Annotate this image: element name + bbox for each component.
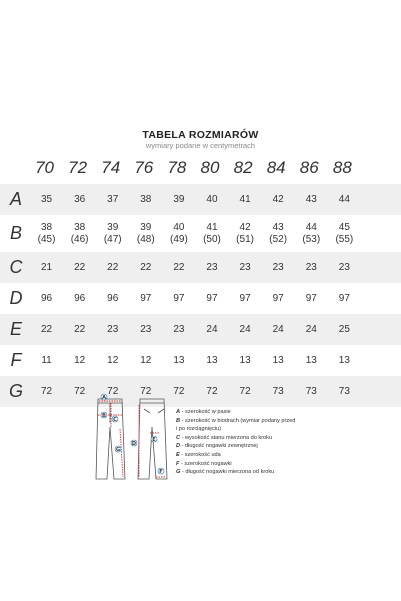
legend-key: D xyxy=(176,443,181,450)
measurement-legend xyxy=(176,408,326,477)
legend-item xyxy=(176,460,326,469)
legend-text: - szerokość uda xyxy=(179,451,221,458)
table-cell: 23 xyxy=(272,261,284,273)
row-label: F xyxy=(10,350,22,370)
table-cell xyxy=(63,222,96,246)
table-cell: 72 xyxy=(173,385,185,397)
table-cell: 96 xyxy=(74,292,86,304)
table-cell: 13 xyxy=(173,354,185,366)
table-cell xyxy=(30,222,63,246)
table-cell: 13 xyxy=(239,354,251,366)
table-cell xyxy=(229,222,262,246)
table-cell: 44 xyxy=(338,193,350,205)
row-label: B xyxy=(9,223,22,243)
cell-value: 43 xyxy=(272,221,284,233)
legend-text: - wysokość stanu mierzona do kroku xyxy=(180,434,273,441)
cell-value: 45 xyxy=(338,221,350,233)
legend-text: - szerokość w biodrach (wymiar podany przed xyxy=(180,417,296,424)
marker-label: B xyxy=(102,412,106,419)
legend-key: F xyxy=(176,460,180,467)
legend-key: G xyxy=(176,469,181,476)
marker-label: C xyxy=(113,416,117,423)
legend-item xyxy=(176,442,326,451)
marker-label: G xyxy=(115,446,121,453)
cell-value: 39 xyxy=(140,221,152,233)
table-cell: 22 xyxy=(140,261,152,273)
table-cell xyxy=(129,222,162,246)
table-cell: 97 xyxy=(206,292,218,304)
table-cell: 23 xyxy=(239,261,251,273)
table-cell: 22 xyxy=(173,261,185,273)
table-cell: 12 xyxy=(107,354,119,366)
table-cell: 23 xyxy=(107,323,119,335)
pocket-lines xyxy=(144,409,164,413)
table-cell: 39 xyxy=(173,193,185,205)
table-cell: 21 xyxy=(40,261,53,273)
table-cell: 12 xyxy=(74,354,86,366)
table-cell: 22 xyxy=(74,261,86,273)
legend-item xyxy=(176,425,326,434)
table-cell: 24 xyxy=(305,323,317,335)
size-header: 78 xyxy=(167,158,187,177)
size-header: 72 xyxy=(68,158,88,177)
table-cell: 97 xyxy=(173,292,185,304)
table-row xyxy=(0,345,401,376)
table-cell xyxy=(195,222,228,246)
table-cell xyxy=(162,222,195,246)
legend-item xyxy=(176,417,326,426)
cell-value: 41 xyxy=(206,221,218,233)
legend-key: E xyxy=(176,451,180,458)
legend-text: - szerokość w pasie xyxy=(180,409,231,415)
cell-stretched-value: (50) xyxy=(203,233,221,245)
size-header: 86 xyxy=(299,158,319,177)
legend-text: - szerokość nogawki xyxy=(179,460,232,467)
table-cell: 13 xyxy=(206,354,218,366)
table-cell: 96 xyxy=(40,292,53,304)
page-title: TABELA ROZMIARÓW xyxy=(142,129,259,141)
legend-text: i po rozciągnięciu) xyxy=(176,426,222,433)
legend-item xyxy=(176,468,326,477)
table-cell: 97 xyxy=(140,292,152,304)
table-cell: 97 xyxy=(338,292,350,304)
table-cell: 97 xyxy=(272,292,284,304)
size-table xyxy=(0,184,401,407)
row-label: G xyxy=(8,381,23,401)
table-cell: 41 xyxy=(239,193,251,205)
table-cell xyxy=(262,222,295,246)
table-row xyxy=(0,252,401,283)
table-cell xyxy=(295,222,328,246)
cell-value: 38 xyxy=(74,221,86,233)
measure-line-g xyxy=(120,429,123,477)
cell-stretched-value: (47) xyxy=(103,233,122,245)
table-cell: 40 xyxy=(206,193,218,205)
cell-value: 38 xyxy=(40,221,53,233)
cell-stretched-value: (55) xyxy=(335,233,354,245)
size-header: 74 xyxy=(101,158,121,177)
table-row xyxy=(0,314,401,345)
table-cell: 43 xyxy=(305,193,317,205)
table-cell: 24 xyxy=(206,323,218,335)
table-cell: 72 xyxy=(239,385,251,397)
row-label: D xyxy=(9,288,23,308)
legend-text: - długość nogawki zewnętrznej xyxy=(180,443,258,450)
table-cell: 13 xyxy=(338,354,350,366)
size-header: 80 xyxy=(200,158,220,177)
table-cell: 23 xyxy=(206,261,218,273)
table-cell: 23 xyxy=(305,261,317,273)
legend-item xyxy=(176,451,326,460)
table-cell: 22 xyxy=(40,323,53,335)
table-row xyxy=(0,376,401,407)
table-cell: 72 xyxy=(107,385,119,397)
row-label: C xyxy=(9,257,23,277)
table-cell: 35 xyxy=(40,193,53,205)
cell-stretched-value: (51) xyxy=(236,233,254,245)
table-row xyxy=(0,215,401,252)
marker-label: D xyxy=(131,440,137,447)
legend-item xyxy=(176,408,326,417)
table-cell: 73 xyxy=(272,385,284,397)
size-header: 82 xyxy=(233,158,253,177)
cell-stretched-value: (46) xyxy=(70,233,89,245)
table-cell: 36 xyxy=(74,193,86,205)
table-cell: 38 xyxy=(140,193,152,205)
table-cell: 72 xyxy=(40,385,53,397)
table-row xyxy=(0,184,401,215)
row-label: A xyxy=(9,189,22,209)
cell-value: 42 xyxy=(239,221,251,233)
row-label: E xyxy=(9,319,22,339)
table-cell: 24 xyxy=(239,323,251,335)
table-cell: 23 xyxy=(338,261,350,273)
cell-stretched-value: (45) xyxy=(37,233,56,245)
table-cell: 23 xyxy=(140,323,152,335)
size-header-row xyxy=(28,154,392,182)
cell-stretched-value: (49) xyxy=(170,233,188,245)
legend-text: - długość nogawki mierzona od kroku xyxy=(180,469,275,476)
table-cell: 12 xyxy=(140,354,152,366)
size-header: 70 xyxy=(35,158,54,177)
table-cell: 11 xyxy=(41,354,52,366)
table-cell: 72 xyxy=(74,385,86,397)
marker-label: F xyxy=(159,468,163,475)
marker-label: E xyxy=(152,436,156,443)
table-cell: 72 xyxy=(206,385,218,397)
table-cell: 13 xyxy=(272,354,284,366)
table-cell: 22 xyxy=(74,323,86,335)
table-cell: 73 xyxy=(305,385,317,397)
table-cell: 24 xyxy=(272,323,284,335)
legend-item xyxy=(176,434,326,443)
cell-stretched-value: (52) xyxy=(269,233,288,245)
size-header: 88 xyxy=(332,158,352,177)
marker-label: A xyxy=(102,394,106,401)
cell-stretched-value: (48) xyxy=(136,233,155,245)
table-cell: 25 xyxy=(338,323,350,335)
table-cell: 23 xyxy=(173,323,185,335)
table-row xyxy=(0,283,401,314)
size-header: 76 xyxy=(134,158,154,177)
page-subtitle: wymiary podane w centymetrach xyxy=(145,141,256,150)
table-cell: 72 xyxy=(140,385,152,397)
table-cell xyxy=(328,222,361,246)
cell-value: 39 xyxy=(107,221,119,233)
legend-key: A xyxy=(176,409,181,415)
table-cell: 97 xyxy=(305,292,317,304)
legend-key: C xyxy=(176,434,181,441)
cell-stretched-value: (53) xyxy=(302,233,321,245)
legend-key: B xyxy=(176,417,181,424)
table-cell: 22 xyxy=(107,261,119,273)
table-cell: 73 xyxy=(338,385,350,397)
table-cell: 37 xyxy=(107,193,119,205)
cell-value: 40 xyxy=(173,221,185,233)
table-cell: 42 xyxy=(272,193,284,205)
table-cell xyxy=(96,222,129,246)
size-header: 84 xyxy=(266,158,286,177)
trousers-illustration xyxy=(92,393,172,483)
table-cell: 13 xyxy=(305,354,317,366)
table-cell: 97 xyxy=(239,292,251,304)
table-cell: 96 xyxy=(107,292,119,304)
cell-value: 44 xyxy=(305,221,317,233)
